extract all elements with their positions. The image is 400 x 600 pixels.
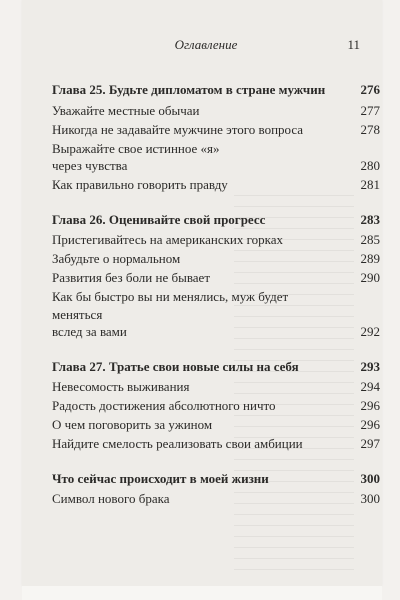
entry-page: 280: [360, 158, 380, 173]
entry-title: Найдите смелость реализовать свои амбиции: [52, 436, 303, 451]
entry-page: 277: [360, 102, 380, 118]
entry-page: 300: [360, 491, 380, 506]
page-number: 11: [347, 37, 360, 52]
entry-page: 296: [360, 417, 380, 432]
chapter-title: Глава 25. Будьте дипломатом в стране мужчин: [52, 82, 326, 97]
entry-page: 289: [360, 251, 380, 266]
table-of-contents: [52, 81, 380, 525]
entry-page: 294: [360, 379, 380, 394]
toc-entry[interactable]: [52, 490, 380, 508]
chapter-heading[interactable]: [52, 211, 380, 229]
toc-entry[interactable]: [52, 378, 380, 396]
entry-title: Невесомость выживания: [52, 379, 190, 394]
toc-entry[interactable]: [52, 250, 380, 268]
toc-entry[interactable]: [52, 231, 380, 249]
entry-title: Как бы быстро вы ни менялись, муж будет меняться вслед за вами: [52, 289, 289, 339]
toc-entry[interactable]: [52, 435, 380, 453]
page-edge: [22, 586, 382, 600]
entry-title: Уважайте местные обычаи: [52, 102, 200, 118]
entry-title: Как правильно говорить правду: [52, 177, 228, 192]
toc-entry[interactable]: [52, 416, 380, 434]
toc-entry[interactable]: [52, 121, 380, 139]
page-header: [52, 37, 360, 55]
entry-page: 297: [360, 436, 380, 451]
entry-title: Символ нового брака: [52, 491, 170, 506]
toc-section-chapter-26: [52, 211, 380, 341]
entry-page: 285: [360, 232, 380, 247]
toc-entry[interactable]: [52, 102, 380, 120]
chapter-title: Что сейчас происходит в моей жизни: [52, 470, 269, 486]
entry-page: 292: [360, 324, 380, 339]
toc-section-chapter-27: [52, 358, 380, 453]
entry-page: 278: [360, 121, 380, 137]
entry-page: 290: [360, 270, 380, 285]
chapter-title: Глава 26. Оценивайте свой прогресс: [52, 211, 266, 227]
entry-title: Развития без боли не бывает: [52, 270, 211, 285]
toc-section-chapter-25: [52, 81, 380, 194]
entry-page: 296: [360, 398, 380, 413]
toc-section-epilogue: [52, 470, 380, 508]
chapter-page: 276: [360, 82, 380, 97]
chapter-heading[interactable]: [52, 470, 380, 488]
book-page: [22, 0, 382, 586]
toc-entry[interactable]: [52, 288, 380, 341]
entry-title: Выражайте свое истинное «я» через чувства: [52, 140, 220, 173]
toc-entry[interactable]: [52, 269, 380, 287]
entry-title: О чем поговорить за ужином: [52, 417, 213, 432]
entry-title: Пристегивайтесь на американских горках: [52, 232, 284, 247]
toc-entry[interactable]: [52, 176, 380, 194]
chapter-title: Глава 27. Тратье свои новые силы на себя: [52, 358, 299, 374]
entry-title: Забудьте о нормальном: [52, 251, 181, 266]
toc-entry[interactable]: [52, 140, 380, 175]
entry-title: Радость достижения абсолютного ничто: [52, 398, 276, 413]
chapter-heading[interactable]: [52, 358, 380, 376]
chapter-page: 300: [360, 470, 380, 486]
chapter-page: 283: [360, 211, 380, 227]
chapter-heading[interactable]: [52, 81, 380, 99]
toc-entry[interactable]: [52, 397, 380, 415]
entry-page: 281: [360, 177, 380, 192]
running-title: Оглавление: [174, 37, 238, 52]
chapter-page: 293: [360, 358, 380, 374]
entry-title: Никогда не задавайте мужчине этого вопроса: [52, 121, 304, 137]
